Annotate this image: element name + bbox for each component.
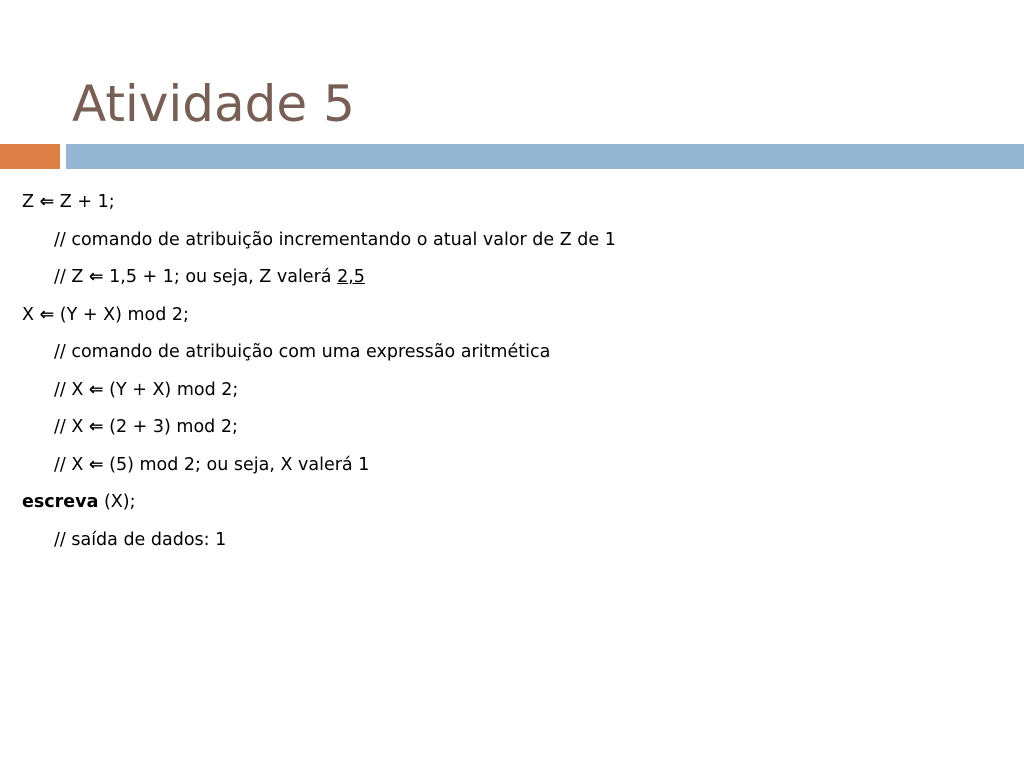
comment-text: // X xyxy=(54,454,89,475)
code-line-x-assignment xyxy=(22,297,1002,335)
slide-body xyxy=(22,184,1002,559)
comment-line xyxy=(22,222,1002,260)
left-arrow-icon: ⇐ xyxy=(39,192,55,212)
code-text: Z xyxy=(22,192,40,212)
title-divider-bar xyxy=(66,144,1024,169)
comment-text: // comando de atribuição incrementando o atual valor de Z de 1 xyxy=(54,229,616,250)
left-arrow-icon: ⇐ xyxy=(88,267,104,287)
comment-text: // X xyxy=(54,417,89,437)
comment-text: // comando de atribuição com uma expressão aritmética xyxy=(54,342,551,362)
z-result-value: 2,5 xyxy=(337,267,365,287)
code-line-z-assignment xyxy=(22,184,1002,222)
left-arrow-icon: ⇐ xyxy=(88,417,104,437)
left-arrow-icon: ⇐ xyxy=(88,454,104,475)
comment-text: 1,5 + 1; ou seja, Z valerá xyxy=(103,267,338,287)
comment-line-output xyxy=(22,522,1002,560)
comment-line-z-evaluation xyxy=(22,259,1002,297)
code-text: (Y + X) mod 2; xyxy=(54,304,189,325)
comment-line xyxy=(22,334,1002,372)
code-text: Z + 1; xyxy=(54,192,115,212)
slide-title: Atividade 5 xyxy=(72,75,355,133)
comment-line-x-step-2 xyxy=(22,409,1002,447)
comment-line-x-step-3 xyxy=(22,447,1002,485)
comment-text: (2 + 3) mod 2; xyxy=(103,417,238,437)
code-line-output xyxy=(22,484,1002,522)
comment-text: // X xyxy=(54,379,89,400)
comment-line-x-step-1 xyxy=(22,372,1002,410)
comment-text: (Y + X) mod 2; xyxy=(103,379,239,400)
comment-text: (5) mod 2; ou seja, X valerá 1 xyxy=(103,454,370,475)
left-arrow-icon: ⇐ xyxy=(88,379,104,400)
comment-text: // saída de dados: 1 xyxy=(54,529,227,550)
title-accent-bar xyxy=(0,144,60,169)
code-text: (X); xyxy=(98,492,136,512)
left-arrow-icon: ⇐ xyxy=(39,304,55,325)
keyword-escreva: escreva xyxy=(22,492,99,512)
code-text: X xyxy=(22,304,40,325)
comment-text: // Z xyxy=(54,267,89,287)
